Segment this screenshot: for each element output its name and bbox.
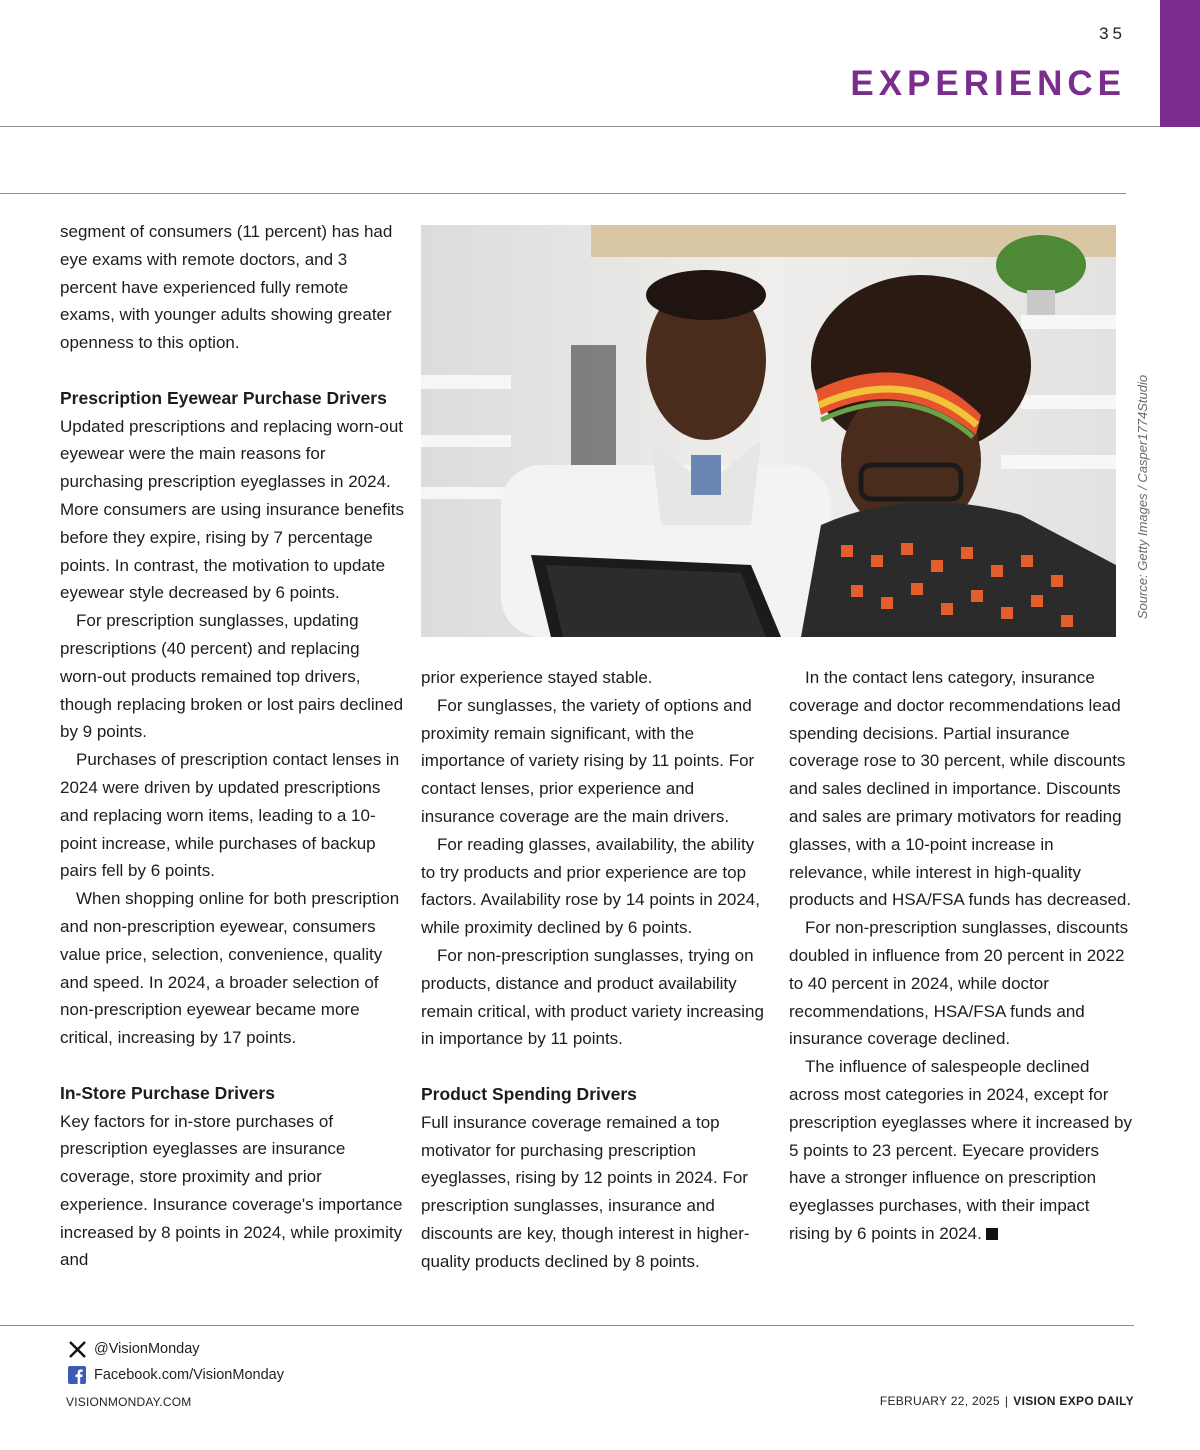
paragraph: For prescription sunglasses, updating prescriptions (40 percent) and replacing worn-out products remained top drivers, though replacing broken or lost pairs declined by 9 points. xyxy=(60,611,404,742)
footer-rule xyxy=(0,1325,1134,1326)
accent-tab xyxy=(1160,0,1200,127)
page-number: 35 xyxy=(1099,24,1126,43)
facebook-icon xyxy=(68,1366,86,1384)
section-title: EXPERIENCE xyxy=(850,64,1126,103)
paragraph: For non-prescription sunglasses, trying on products, distance and product availability remain critical, with product variety increasing in importance by 11 points. xyxy=(421,945,764,1049)
x-link[interactable] xyxy=(68,1340,200,1358)
paragraph: In the contact lens category, insurance coverage and doctor recommendations lead spending decisions. Partial insurance coverage rose to 30 percent, while discounts and sales declined in importance. Discounts and sales are primary motivators for reading glasses, with a 10-point increase in relevance, while interest in high-quality products and HSA/FSA funds has decreased. xyxy=(789,668,1132,910)
content-rule xyxy=(0,193,1126,194)
issue-date: FEBRUARY 22, 2025 xyxy=(879,1394,1000,1408)
x-handle[interactable]: @VisionMonday xyxy=(94,1341,200,1357)
optical-store-photo xyxy=(421,225,1116,637)
paragraph: When shopping online for both prescription and non-prescription eyewear, consumers value price, selection, convenience, quality and speed. In 2024, a broader selection of non-prescription eyewear became more critical, increasing by 17 points. xyxy=(60,889,400,1048)
paragraph xyxy=(789,1053,1134,1248)
header-rule xyxy=(0,126,1160,127)
paragraph: Updated prescriptions and replacing worn-out eyewear were the main reasons for purchasing prescription eyeglasses in 2024. More consumers are using insurance benefits before they expire, rising by 7 percentage points. In contrast, the motivation to update eyewear style decreased by 6 points. xyxy=(60,416,404,603)
publication-info xyxy=(880,1394,1134,1408)
paragraph: Key factors for in-store purchases of prescription eyeglasses are insurance coverage, store proximity and prior experience. Insurance coverage's importance increased by 8 points in 2024, while proximity and xyxy=(60,1111,403,1270)
facebook-link[interactable] xyxy=(68,1366,284,1384)
footer-separator: | xyxy=(1004,1394,1009,1408)
publication-name: VISION EXPO DAILY xyxy=(1013,1394,1134,1408)
paragraph: For sunglasses, the variety of options and proximity remain significant, with the importance of variety rising by 11 points. For contact lenses, prior experience and insurance coverage are the main drivers. xyxy=(421,695,755,826)
article-column-3 xyxy=(789,664,1134,1248)
photo-credit: Source: Getty Images / Casper1774Studio xyxy=(1135,374,1150,620)
paragraph: segment of consumers (11 percent) has had eye exams with remote doctors, and 3 percent have experienced fully remote exams, with younger adults showing greater openness to this option. xyxy=(60,222,393,353)
subheading: Product Spending Drivers xyxy=(421,1083,637,1104)
article-column-2 xyxy=(421,664,769,1276)
end-mark xyxy=(986,1228,998,1240)
article-column-1 xyxy=(60,218,406,1274)
paragraph: For non-prescription sunglasses, discounts doubled in influence from 20 percent in 2022 to 40 percent in 2024, while doctor recommendations, HSA/FSA funds and insurance coverage declined. xyxy=(789,918,1129,1049)
facebook-url[interactable]: Facebook.com/VisionMonday xyxy=(94,1367,284,1383)
paragraph: prior experience stayed stable. xyxy=(421,668,653,687)
paragraph: For reading glasses, availability, the ability to try products and prior experience are top factors. Availability rose by 14 points in 2024, while proximity declined by 6 points. xyxy=(421,834,760,938)
article-photo xyxy=(421,225,1116,637)
paragraph: Full insurance coverage remained a top motivator for purchasing prescription eyeglasses, rising by 12 points in 2024. For prescription sunglasses, insurance and discounts are key, though interest in higher-quality products declined by 8 points. xyxy=(421,1112,750,1271)
subheading: Prescription Eyewear Purchase Drivers xyxy=(60,387,387,408)
paragraph-text: The influence of salespeople declined across most categories in 2024, except for prescription eyeglasses where it increased by 5 points to 23 percent. Eyecare providers have a stronger influence on prescription eyeglasses purchases, with their impact rising by 6 points in 2024. xyxy=(789,1057,1133,1243)
x-logo-icon xyxy=(68,1340,86,1358)
website-link[interactable]: VISIONMONDAY.COM xyxy=(66,1395,192,1409)
subheading: In-Store Purchase Drivers xyxy=(60,1082,275,1103)
paragraph: Purchases of prescription contact lenses in 2024 were driven by updated prescriptions and replacing worn items, leading to a 10-point increase, while purchases of backup pairs fell by 6 points. xyxy=(60,750,400,881)
